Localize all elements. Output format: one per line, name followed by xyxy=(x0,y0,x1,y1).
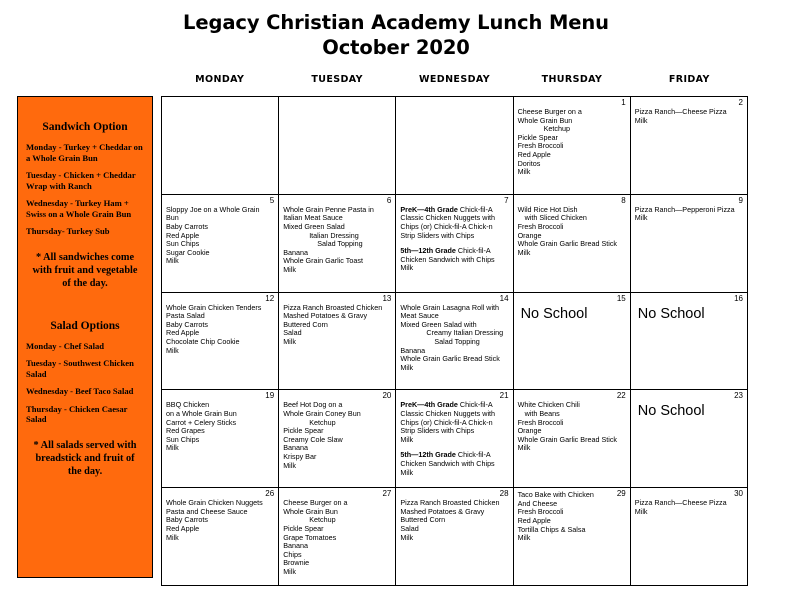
menu-item: Fresh Broccoli xyxy=(517,417,564,427)
calendar-day-cell[interactable] xyxy=(396,292,513,390)
day-number: 26 xyxy=(265,489,275,499)
no-school-label: No School xyxy=(637,403,705,420)
menu-item-list xyxy=(518,491,627,543)
calendar-day-cell[interactable] xyxy=(513,488,630,586)
menu-item: Banana xyxy=(283,541,308,551)
calendar-day-cell[interactable] xyxy=(513,194,630,292)
menu-item-list xyxy=(400,304,509,373)
day-cell-content xyxy=(631,390,747,487)
menu-item: Whole Grain Garlic Bread Stick xyxy=(517,434,618,444)
menu-item-list xyxy=(635,499,744,516)
day-cell-content xyxy=(396,97,512,194)
menu-item: Whole Grain Bun xyxy=(517,115,573,125)
calendar-day-cell[interactable] xyxy=(630,97,747,195)
menu-item: Fresh Broccoli xyxy=(517,141,564,151)
menu-item: Wild Rice Hot Dish xyxy=(517,204,578,214)
menu-item: Classic Chicken Nuggets with xyxy=(400,213,496,223)
menu-item-list xyxy=(283,304,392,347)
menu-item-list xyxy=(635,206,744,223)
menu-item: Cheese Burger on a xyxy=(283,498,348,508)
weekday-header-friday: FRIDAY xyxy=(668,74,710,85)
calendar-day-cell[interactable] xyxy=(279,97,396,195)
menu-item: Italian Dressing xyxy=(309,230,359,240)
calendar-day-cell[interactable] xyxy=(396,97,513,195)
menu-item-list xyxy=(283,206,392,275)
menu-item: Whole Grain Lasagna Roll with xyxy=(400,302,500,312)
menu-item: Red Apple xyxy=(517,515,551,525)
menu-item: with Beans xyxy=(524,408,560,418)
menu-item: Ketchup xyxy=(309,417,336,427)
menu-item-list xyxy=(166,304,275,356)
day-cell-content xyxy=(396,195,512,292)
calendar-week-row xyxy=(162,97,748,195)
menu-item: Milk xyxy=(166,345,179,355)
menu-item: Whole Grain Garlic Bread Stick xyxy=(400,354,500,364)
menu-item: Taco Bake with Chicken xyxy=(517,490,594,500)
menu-item: Mashed Potatoes & Gravy xyxy=(283,311,368,321)
day-number: 23 xyxy=(734,391,743,401)
menu-item: Red Apple xyxy=(166,328,200,338)
day-cell-content xyxy=(279,488,395,585)
calendar-day-cell[interactable] xyxy=(630,488,747,586)
menu-item: Milk xyxy=(283,264,296,274)
weekday-header-wednesday: WEDNESDAY xyxy=(419,74,490,85)
menu-item: Chips (or) Chick-fil-A Chick-n xyxy=(400,221,493,231)
menu-item: Milk xyxy=(517,167,531,177)
day-number: 6 xyxy=(386,195,392,205)
menu-item-list xyxy=(400,206,509,273)
day-cell-content xyxy=(162,488,278,585)
menu-item: Baby Carrots xyxy=(166,515,208,525)
menu-item: Doritos xyxy=(517,158,541,168)
menu-item: Milk xyxy=(634,213,648,223)
calendar-day-cell[interactable] xyxy=(162,488,279,586)
menu-item: 5th—12th Grade Chick-fil-A xyxy=(400,246,491,256)
menu-item: Salad xyxy=(400,523,419,533)
menu-item: Pizza Ranch—Pepperoni Pizza xyxy=(634,204,735,214)
menu-item: Meat Sauce xyxy=(400,311,439,321)
day-cell-content xyxy=(279,195,395,292)
menu-item: Pasta Salad xyxy=(166,311,205,321)
menu-item: Strip Sliders with Chips xyxy=(400,426,475,436)
menu-item: 5th—12th Grade Chick-fil-A xyxy=(400,450,491,460)
menu-item: Whole Grain Coney Bun xyxy=(283,408,361,418)
menu-item: Brownie xyxy=(283,558,310,568)
menu-item: Milk xyxy=(400,263,414,273)
calendar-day-cell[interactable] xyxy=(630,292,747,390)
page-subtitle-month: October 2020 xyxy=(322,36,470,59)
menu-item: Salad xyxy=(283,328,302,338)
calendar-day-cell[interactable] xyxy=(162,292,279,390)
calendar-week-row xyxy=(162,488,748,586)
day-number: 15 xyxy=(616,293,626,303)
menu-item-list xyxy=(166,206,275,266)
calendar-week-row xyxy=(162,194,748,292)
salad-option-monday: Monday - Chef Salad xyxy=(26,340,105,351)
menu-item: Sun Chips xyxy=(166,434,200,444)
menu-item: Pizza Ranch Broasted Chicken xyxy=(283,302,383,312)
menu-item: Creamy Italian Dressing xyxy=(426,328,504,338)
menu-item: Classic Chicken Nuggets with xyxy=(400,408,496,418)
menu-item: Pizza Ranch—Cheese Pizza xyxy=(634,107,727,116)
menu-item: Milk xyxy=(400,434,414,444)
day-cell-content xyxy=(514,97,630,194)
menu-item: PreK—4th Grade Chick-fil-A xyxy=(400,204,493,214)
calendar-body xyxy=(162,97,748,586)
day-cell-content xyxy=(396,488,512,585)
menu-item: Pickle Spear xyxy=(517,132,558,142)
menu-item: Milk xyxy=(166,256,179,266)
menu-item: Milk xyxy=(283,566,296,576)
menu-item: Mixed Green Salad xyxy=(283,221,345,231)
grade-level-label: PreK—4th Grade xyxy=(400,204,458,214)
menu-item: Pizza Ranch Broasted Chicken xyxy=(400,498,500,508)
menu-item: Fresh Broccoli xyxy=(517,507,564,517)
menu-item: Whole Grain Bun xyxy=(283,506,338,516)
calendar-day-cell[interactable] xyxy=(513,292,630,390)
day-cell-content xyxy=(631,293,747,390)
calendar-day-cell[interactable] xyxy=(279,390,396,488)
page-header xyxy=(0,10,792,60)
menu-item: Milk xyxy=(634,115,648,125)
weekday-header-row xyxy=(161,74,748,85)
no-school-label: No School xyxy=(637,305,705,322)
day-number: 28 xyxy=(499,489,509,499)
day-cell-content xyxy=(162,97,278,194)
salad-option-thursday: Thursday - Chicken Caesar Salad xyxy=(26,403,128,424)
calendar-week-row xyxy=(162,292,748,390)
day-cell-content xyxy=(162,195,278,292)
menu-item: Orange xyxy=(517,230,542,240)
menu-item: Whole Grain Chicken Tenders xyxy=(166,302,262,312)
menu-item: Sun Chips xyxy=(166,239,200,249)
menu-item: Beef Hot Dog on a xyxy=(283,400,343,410)
menu-item: Chips (or) Chick-fil-A Chick-n xyxy=(400,417,493,427)
calendar-day-cell[interactable] xyxy=(396,194,513,292)
menu-item: Whole Grain Penne Pasta in xyxy=(283,204,374,214)
day-number: 19 xyxy=(265,391,275,401)
day-cell-content xyxy=(631,195,747,292)
day-cell-content xyxy=(279,390,395,487)
menu-item: Milk xyxy=(166,532,179,542)
menu-item: Milk xyxy=(283,460,296,470)
calendar-day-cell[interactable] xyxy=(162,390,279,488)
calendar-day-cell[interactable] xyxy=(279,488,396,586)
calendar-day-cell[interactable] xyxy=(630,390,747,488)
menu-item: Pickle Spear xyxy=(283,426,324,436)
calendar-day-cell[interactable] xyxy=(396,488,513,586)
menu-item-list xyxy=(518,401,627,453)
day-number: 20 xyxy=(382,391,392,401)
menu-item: Mixed Green Salad with xyxy=(400,319,477,329)
menu-item-list xyxy=(635,108,744,125)
sandwich-option-monday: Monday - Turkey + Cheddar on a Whole Grain Bun xyxy=(26,142,143,163)
day-number: 13 xyxy=(382,293,392,303)
calendar-day-cell[interactable] xyxy=(162,194,279,292)
menu-item: Ketchup xyxy=(543,124,570,134)
menu-item: Fresh Broccoli xyxy=(517,221,564,231)
day-number: 22 xyxy=(616,391,626,401)
menu-item: Whole Grain Chicken Nuggets xyxy=(166,498,263,508)
menu-item: Chips xyxy=(283,549,302,559)
menu-item: Grape Tomatoes xyxy=(283,532,337,542)
menu-item: Red Apple xyxy=(166,230,200,240)
menu-item: PreK—4th Grade Chick-fil-A xyxy=(400,400,493,410)
grade-level-label: 5th—12th Grade xyxy=(400,246,456,256)
menu-item-list xyxy=(400,499,509,542)
menu-item: Cheese Burger on a xyxy=(517,107,582,116)
menu-item: Red Grapes xyxy=(166,426,205,436)
no-school-label: No School xyxy=(520,305,588,322)
menu-item: Milk xyxy=(166,443,179,453)
menu-item: Mashed Potatoes & Gravy xyxy=(400,506,485,516)
day-number: 14 xyxy=(499,293,509,303)
menu-item: Chicken Sandwich with Chips xyxy=(400,254,495,264)
day-number: 2 xyxy=(738,98,743,107)
salad-options-heading: Salad Options xyxy=(50,319,120,332)
day-cell-content xyxy=(631,97,747,194)
day-number: 30 xyxy=(734,489,743,499)
grade-level-label: 5th—12th Grade xyxy=(400,450,456,460)
menu-item: Orange xyxy=(517,426,542,436)
calendar-day-cell[interactable] xyxy=(513,390,630,488)
sandwich-option-heading: Sandwich Option xyxy=(42,121,128,133)
menu-item: Banana xyxy=(283,443,308,453)
day-number: 27 xyxy=(382,489,392,499)
menu-item: Milk xyxy=(634,506,648,516)
menu-item-list xyxy=(518,206,627,258)
menu-item: Tortilla Chips & Salsa xyxy=(517,524,586,534)
menu-item: Banana xyxy=(283,247,308,257)
menu-item: Strip Sliders with Chips xyxy=(400,230,475,240)
menu-item: Ketchup xyxy=(309,515,336,525)
menu-item: Milk xyxy=(400,467,414,477)
day-cell-content xyxy=(514,195,630,292)
menu-item: Baby Carrots xyxy=(166,319,208,329)
menu-item: Italian Meat Sauce xyxy=(283,213,343,223)
menu-item: Buttered Corn xyxy=(400,515,446,525)
menu-item: Creamy Cole Slaw xyxy=(283,434,343,444)
menu-item: Carrot + Celery Sticks xyxy=(166,417,237,427)
day-number: 8 xyxy=(621,195,626,205)
menu-item: Red Apple xyxy=(517,149,551,159)
day-cell-content xyxy=(396,390,512,487)
options-sidebar xyxy=(17,96,153,578)
day-number: 5 xyxy=(269,195,275,205)
menu-item: Milk xyxy=(517,443,531,453)
grade-level-label: PreK—4th Grade xyxy=(400,400,458,410)
menu-item: Pickle Spear xyxy=(283,523,324,533)
menu-item: Krispy Bar xyxy=(283,451,317,461)
day-cell-content xyxy=(514,488,630,585)
day-number: 16 xyxy=(734,293,743,303)
menu-item: Sugar Cookie xyxy=(166,247,210,257)
weekday-header-tuesday: TUESDAY xyxy=(311,74,363,85)
menu-item: Milk xyxy=(400,362,414,372)
day-cell-content xyxy=(162,390,278,487)
menu-item-list xyxy=(283,499,392,576)
menu-item: Milk xyxy=(283,336,296,346)
menu-item: Salad Topping xyxy=(434,336,480,346)
menu-item: Banana xyxy=(400,345,426,355)
day-cell-content xyxy=(514,390,630,487)
calendar-day-cell[interactable] xyxy=(162,97,279,195)
weekday-header-monday: MONDAY xyxy=(195,74,245,85)
sandwich-note: * All sandwiches come with fruit and vegetable of the day. xyxy=(32,251,138,289)
menu-item: on a Whole Grain Bun xyxy=(166,408,237,418)
day-number: 1 xyxy=(621,98,626,107)
menu-item: Buttered Corn xyxy=(283,319,328,329)
day-cell-content xyxy=(279,293,395,390)
menu-item: Pasta and Cheese Sauce xyxy=(166,506,248,516)
sandwich-option-wednesday: Wednesday - Turkey Ham + Swiss on a Whole Grain Bun xyxy=(26,198,132,219)
menu-item: Bun xyxy=(166,213,179,223)
calendar-day-cell[interactable] xyxy=(396,390,513,488)
menu-item-list xyxy=(400,401,509,477)
day-cell-content xyxy=(631,488,747,585)
menu-item: Chicken Sandwich with Chips xyxy=(400,458,495,468)
day-cell-content xyxy=(279,97,395,194)
salad-note: * All salads served with breadstick and fruit of the day. xyxy=(33,439,137,477)
menu-item: Milk xyxy=(517,247,531,257)
weekday-header-thursday: THURSDAY xyxy=(541,74,603,85)
menu-item: Milk xyxy=(400,532,414,542)
menu-item: And Cheese xyxy=(517,498,558,508)
day-number: 12 xyxy=(265,293,275,303)
lunch-menu-calendar xyxy=(161,96,748,586)
menu-item-list xyxy=(166,401,275,453)
day-number: 29 xyxy=(616,489,626,499)
menu-item-list xyxy=(283,401,392,470)
day-cell-content xyxy=(396,293,512,390)
menu-item: Baby Carrots xyxy=(166,221,208,231)
salad-option-wednesday: Wednesday - Beef Taco Salad xyxy=(26,386,134,396)
sandwich-option-tuesday: Tuesday - Chicken + Cheddar Wrap with Ranch xyxy=(26,170,136,191)
menu-item: Chocolate Chip Cookie xyxy=(166,336,240,346)
menu-item: Red Apple xyxy=(166,523,200,533)
day-cell-content xyxy=(162,293,278,390)
day-cell-content xyxy=(514,293,630,390)
day-number: 21 xyxy=(499,391,509,401)
menu-item: Pizza Ranch—Cheese Pizza xyxy=(634,498,727,508)
menu-item: Sloppy Joe on a Whole Grain xyxy=(166,204,260,214)
menu-item: Milk xyxy=(517,533,531,543)
calendar-day-cell[interactable] xyxy=(513,97,630,195)
menu-item: Whole Grain Garlic Bread Stick xyxy=(517,239,618,249)
menu-item: Salad Topping xyxy=(317,239,363,249)
sandwich-option-thursday: Thursday- Turkey Sub xyxy=(26,226,110,236)
calendar-day-cell[interactable] xyxy=(279,292,396,390)
day-number: 9 xyxy=(738,195,743,205)
salad-option-tuesday: Tuesday - Southwest Chicken Salad xyxy=(26,358,134,379)
menu-item: White Chicken Chili xyxy=(517,400,580,410)
day-number: 7 xyxy=(504,195,509,205)
calendar-day-cell[interactable] xyxy=(279,194,396,292)
menu-item-list xyxy=(518,108,627,177)
page-title: Legacy Christian Academy Lunch Menu xyxy=(183,11,609,34)
calendar-day-cell[interactable] xyxy=(630,194,747,292)
menu-item: Whole Grain Garlic Toast xyxy=(283,256,363,266)
menu-item: with Sliced Chicken xyxy=(524,213,587,223)
menu-item-list xyxy=(166,499,275,542)
calendar-week-row xyxy=(162,390,748,488)
sidebar-divider-space xyxy=(24,290,146,310)
menu-item: BBQ Chicken xyxy=(166,400,210,410)
